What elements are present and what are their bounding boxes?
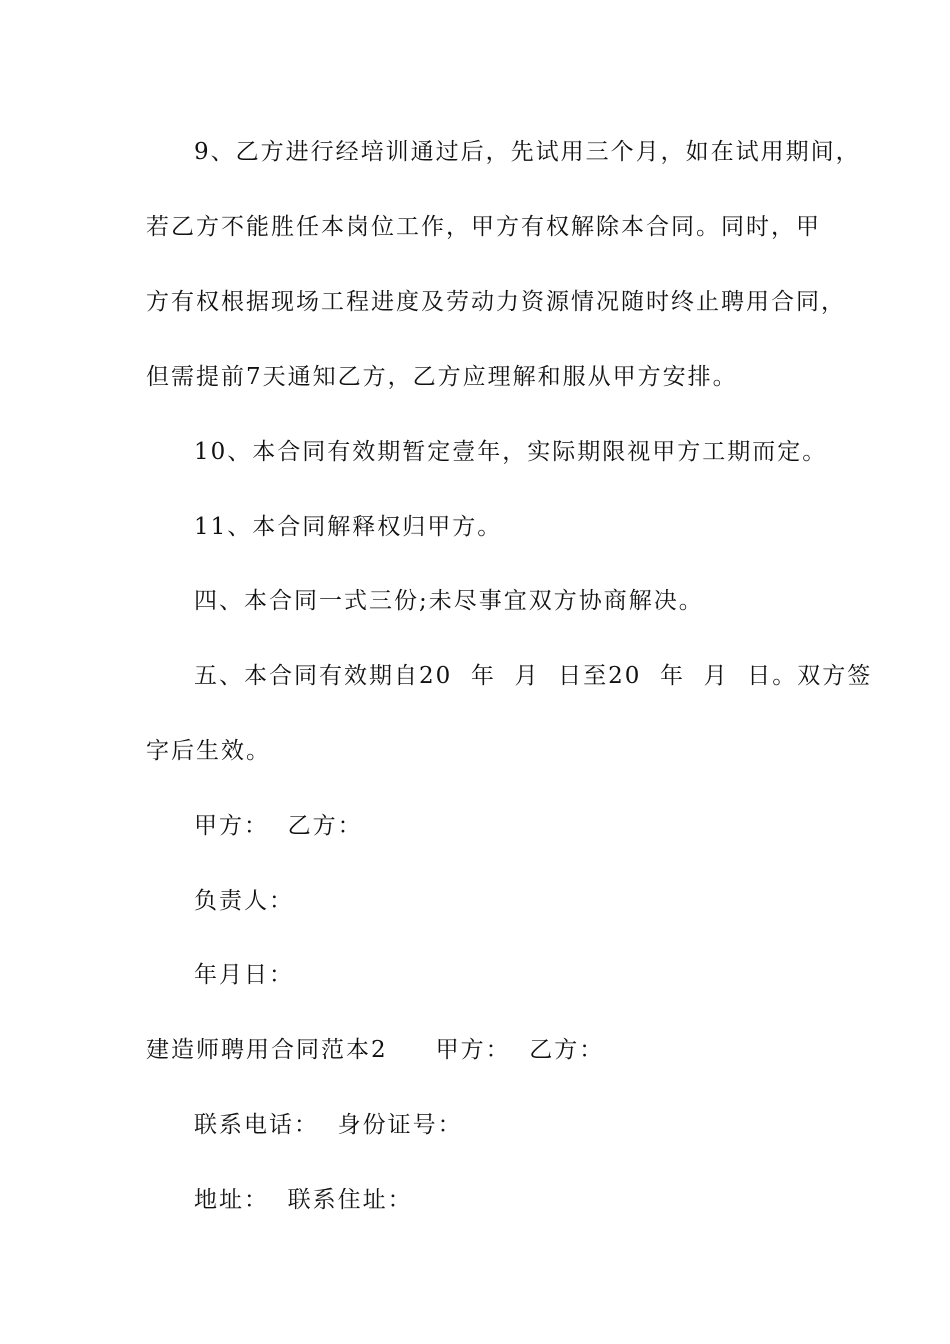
template-2-heading-line [146,1035,604,1065]
signature-responsible: 负责人： [194,888,294,914]
template-2-title: 建造师聘用合同范本2 [146,1037,388,1063]
contact-phone-id-line: 联系电话： 身份证号： [194,1112,463,1138]
template-2-parties: 甲方： 乙方： [435,1037,605,1063]
signature-date: 年月日： [194,962,294,988]
section-four: 四、本合同一式三份;未尽事宜双方协商解决。 [194,588,704,614]
paragraph-9-line-4: 但需提前7天通知乙方，乙方应理解和服从甲方安排。 [146,364,738,390]
paragraph-11: 11、本合同解释权归甲方。 [194,514,503,540]
paragraph-10: 10、本合同有效期暂定壹年，实际期限视甲方工期而定。 [194,439,828,465]
paragraph-9-line-1: 9、乙方进行经培训通过后，先试用三个月，如在试用期间， [194,139,861,165]
paragraph-9-line-3: 方有权根据现场工程进度及劳动力资源情况随时终止聘用合同， [146,289,846,315]
address-line: 地址： 联系住址： [194,1187,413,1213]
paragraph-9-line-2: 若乙方不能胜任本岗位工作，甲方有权解除本合同。同时，甲 [146,214,821,240]
signature-parties: 甲方： 乙方： [194,813,363,839]
section-five-line-2: 字后生效。 [146,738,271,764]
section-five-line-1: 五、本合同有效期自20 年 月 日至20 年 月 日。双方签 [194,663,873,689]
